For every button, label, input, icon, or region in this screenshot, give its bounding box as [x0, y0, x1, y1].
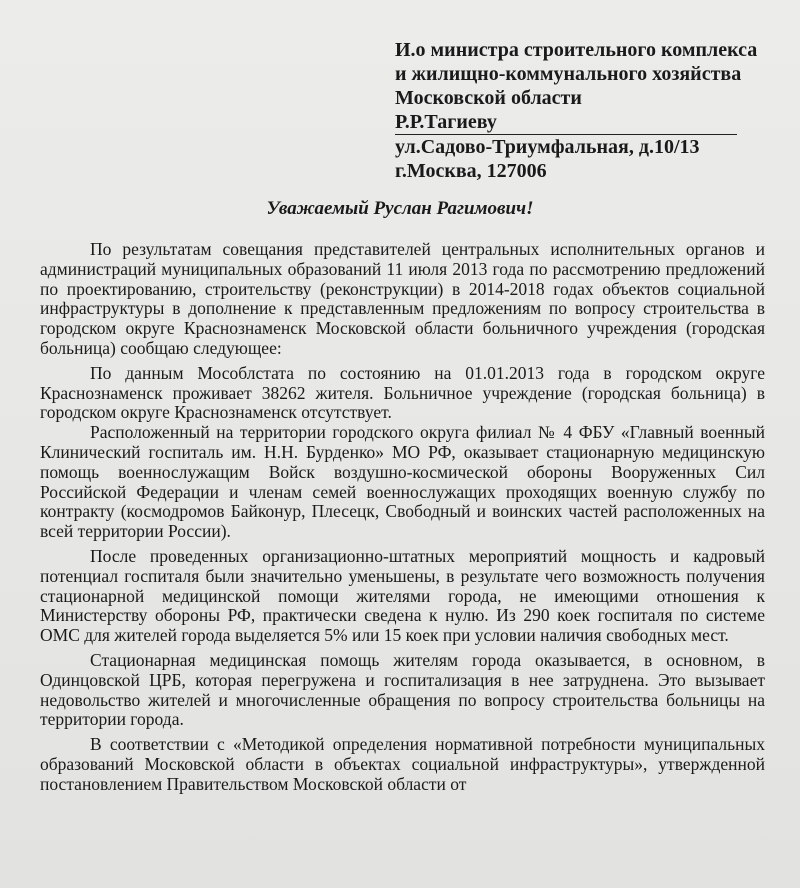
addressee-block [395, 38, 758, 183]
addressee-city: г.Москва, 127006 [395, 160, 547, 182]
letter-body [40, 240, 765, 800]
paragraph-meeting-results: По результатам совещания представителей центральных исполнительных органов и администраций муниципальных образований 11 июля 2013 года по рассмотрению предложений по проектированию, строительству (реконструкции) в 2014-2018 годах объектов социальной инфраструктуры в дополнение к представленным предложениям по вопросу строительства в городском округе Краснознаменск Московской области больничного учреждения (городская больница) сообщаю следующее: [40, 239, 765, 358]
paragraph-capacity: После проведенных организационно-штатных мероприятий мощность и кадровый потенциал госпиталя были значительно уменьшены, в результате чего возможность получения стационарной медицинской помощи жителями города, не имеющими отношения к Министерству обороны РФ, практически сведена к нулю. Из 290 коек госпиталя по системе ОМС для жителей города выделяется 5% или 15 коек при условии наличия свободных мест. [40, 545, 765, 646]
paragraph-military-hospital: Расположенный на территории городского округа филиал № 4 ФБУ «Главный военный Клинический госпиталь им. Н.Н. Бурденко» МО РФ, оказывает стационарную медицинскую помощь военнослужащим Войск воздушно-космической обороны Вооруженных Сил Российской Федерации и членам семей военнослужащих проходящих военную службу по контракту (космодромов Байконур, Плесецк, Свободный и воинских частей расположенных на всей территории России). [40, 422, 765, 542]
addressee-name: Р.Р.Тагиеву [395, 110, 737, 135]
paragraph-population: По данным Мособлстата по состоянию на 01.01.2013 года в городском округе Краснознаменск проживает 38262 жителя. Больничное учреждение (городская больница) в городском округе Краснознаменск отсутствует. [40, 362, 765, 423]
paragraph-odintsovo-hospital: Стационарная медицинская помощь жителям города оказывается, в основном, в Одинцовской ЦРБ, которая перегружена и госпитализация в нее затруднена. Это вызывает недовольство жителей и многочисленные обращения по вопросу строительства больницы на территории города. [40, 649, 765, 730]
addressee-position-line-2: и жилищно-коммунального хозяйства [395, 63, 742, 85]
paragraph-methodology: В соответствии с «Методикой определения нормативной потребности муниципальных образований Московской области в объектах социальной инфраструктуры», утвержденной постановлением Правительством Московской области от [40, 734, 765, 794]
addressee-position-line-1: И.о министра строительного комплекса [395, 39, 758, 61]
addressee-street: ул.Садово-Триумфальная, д.10/13 [395, 136, 700, 158]
greeting: Уважаемый Руслан Рагимович! [266, 198, 534, 219]
addressee-position-line-3: Московской области [395, 87, 582, 109]
